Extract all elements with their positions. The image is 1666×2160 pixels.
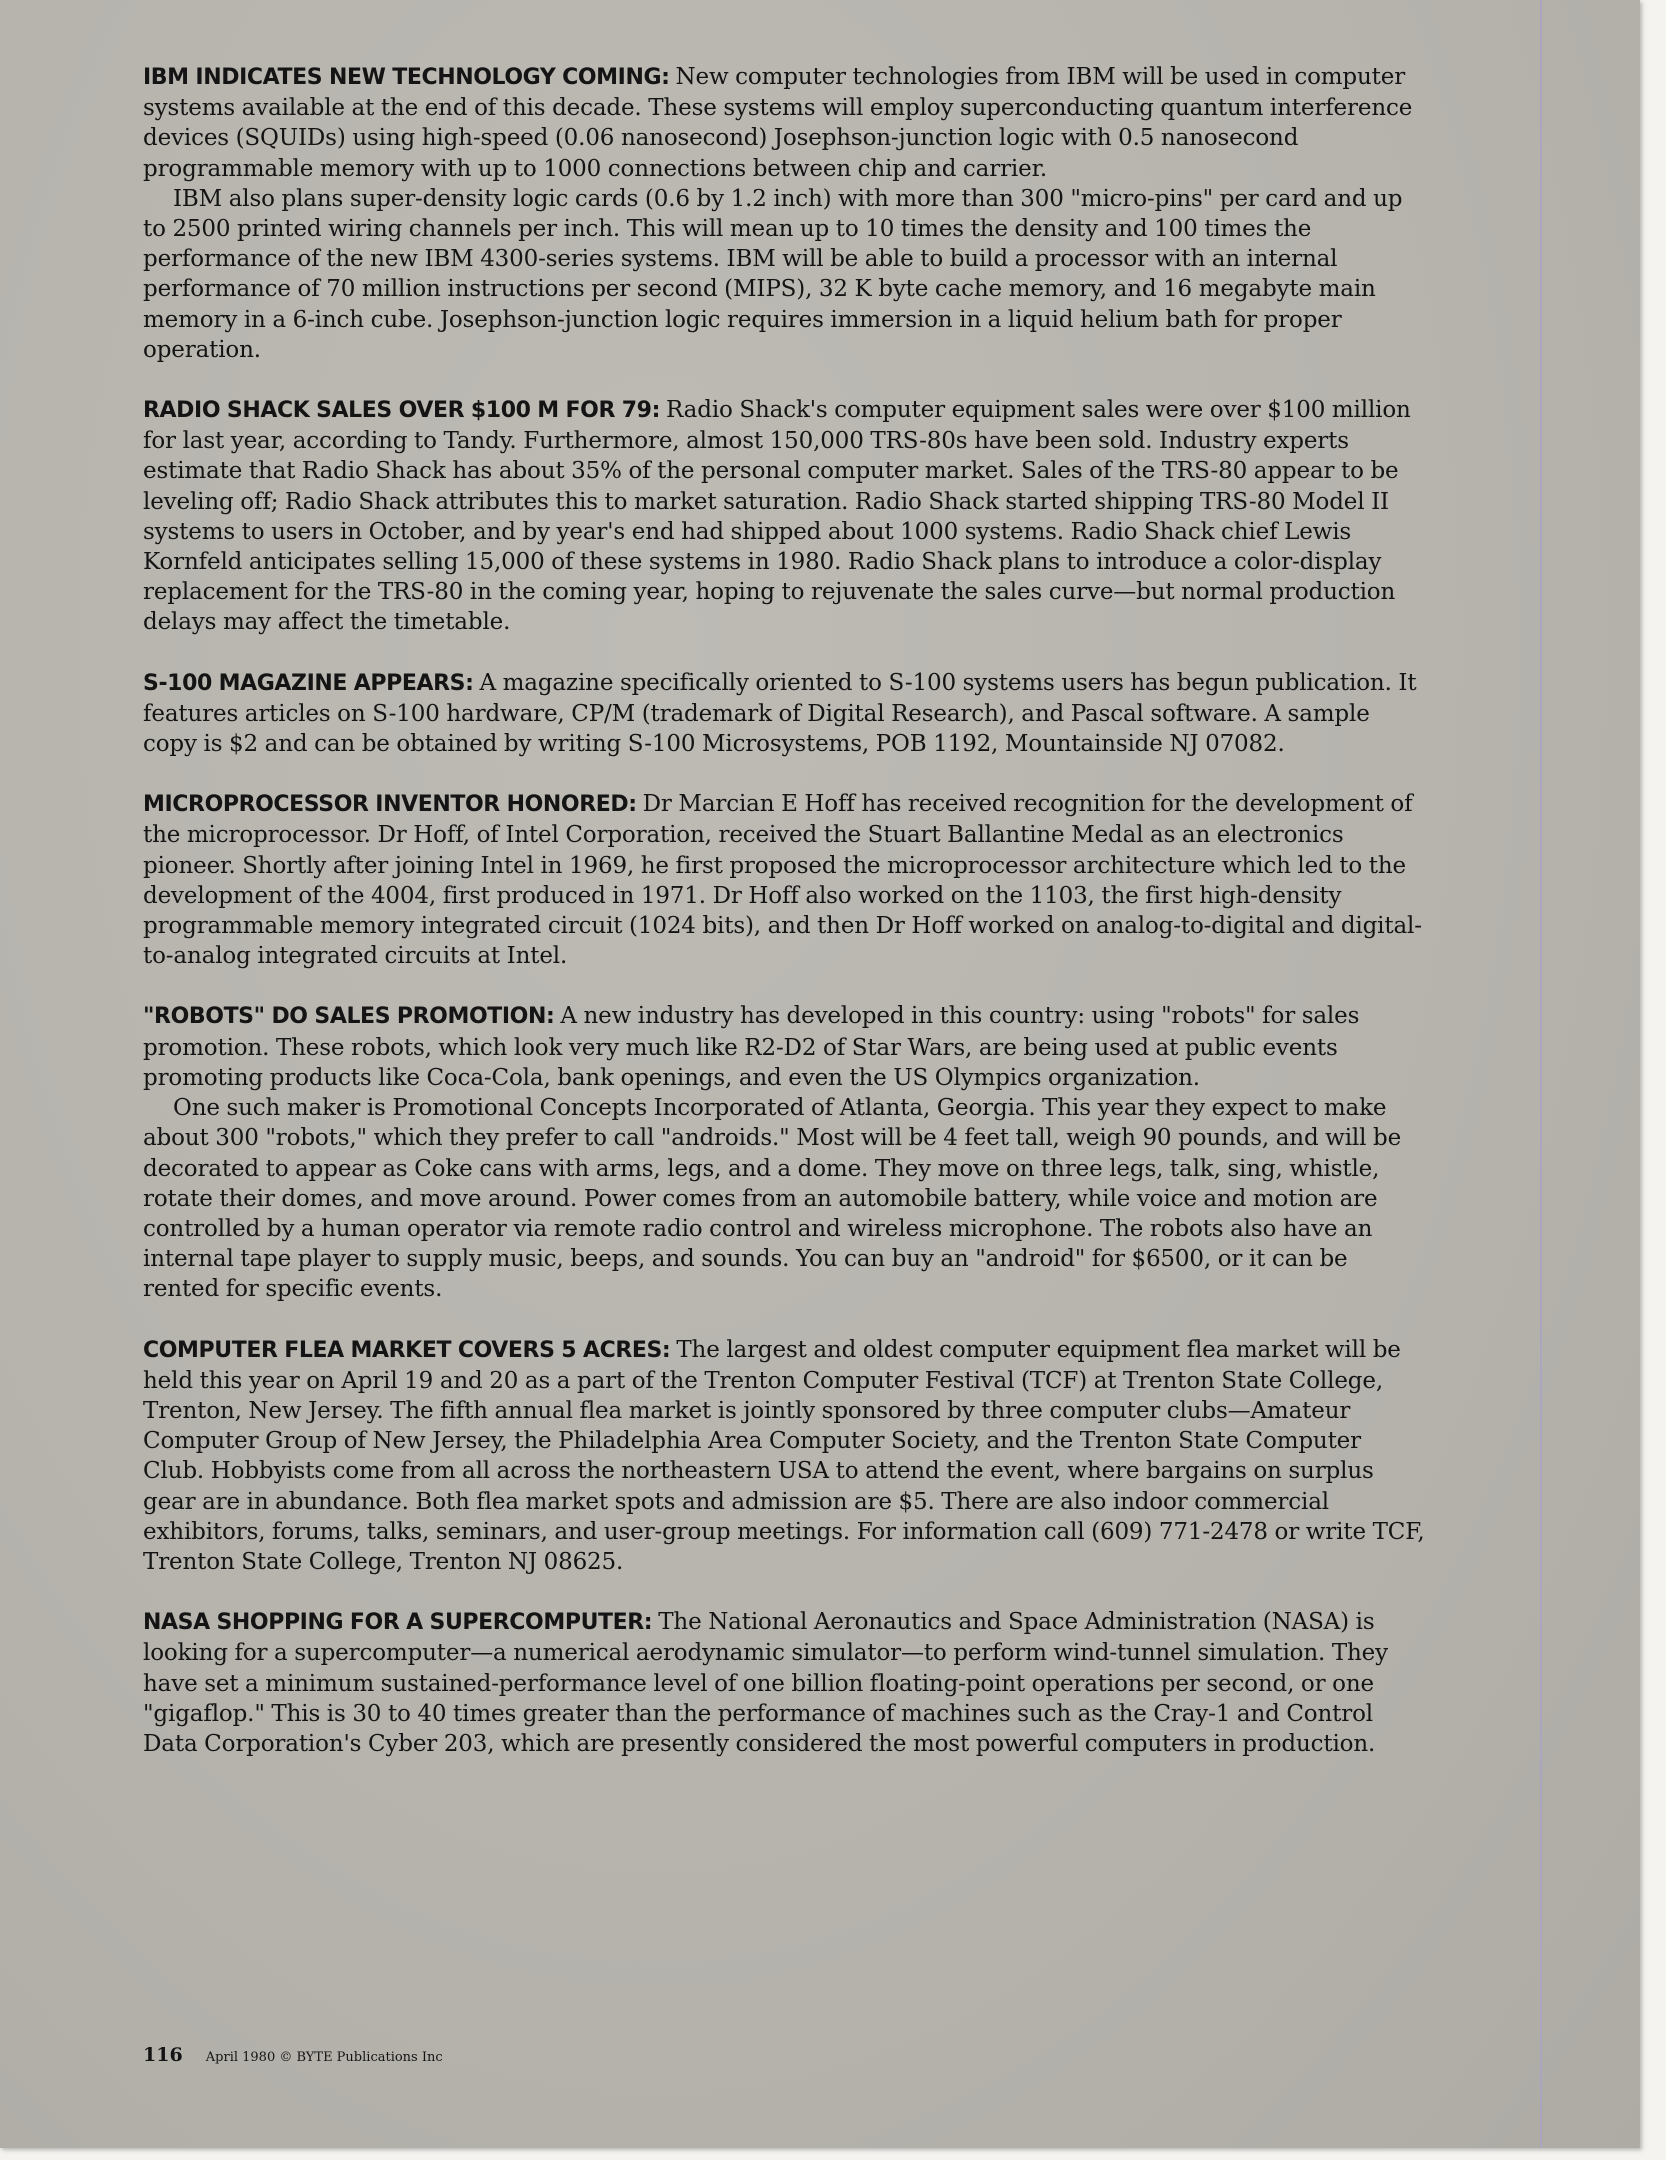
news-headline: COMPUTER FLEA MARKET COVERS 5 ACRES: <box>143 1337 671 1363</box>
news-headline: S-100 MAGAZINE APPEARS: <box>143 670 474 696</box>
news-body-text: A magazine specifically oriented to S-100 systems users has begun publication. It features articles on S-100 hardware, CP/M (trademark of Digital Research), and Pascal software. A sample copy is $2 and can be obtained by writing S-100 Microsystems, POB 1192, Mountainside NJ 07082. <box>143 669 1417 758</box>
news-headline: MICROPROCESSOR INVENTOR HONORED: <box>143 792 637 818</box>
publication-credit: April 1980 © BYTE Publications Inc <box>205 2050 443 2065</box>
news-paragraph <box>143 1001 1428 1093</box>
news-body-text: The National Aeronautics and Space Administration (NASA) is looking for a supercomputer—a numerical aerodynamic simulator—to perform wind-tunnel simulation. They have set a minimum sustained-performance level of one billion floating-point operations per second, or one "gigaflop." This is 30 to 40 times greater than the performance of machines such as the Cray-1 and Control Data Corporation's Cyber 203, which are presently considered the most powerful computers in production. <box>143 1609 1388 1757</box>
news-paragraph <box>143 1607 1428 1759</box>
news-body-text: A new industry has developed in this country: using "robots" for sales promotion. These robots, which look very much like R2-D2 of Star Wars, are being used at public events promoting products like Coca-Cola, bank openings, and even the US Olympics organization. <box>143 1003 1360 1091</box>
news-body-text: The largest and oldest computer equipment flea market will be held this year on April 19 and 20 as a part of the Trenton Computer Festival (TCF) at Trenton State College, Trenton, New Jersey. The fifth annual flea market is jointly sponsored by three computer clubs—Amateur Computer Group of New Jersey, the Philadelphia Area Computer Society, and the Trenton State Computer Club. Hobbyists come from all across the northeastern USA to attend the event, where bargains on surplus gear are in abundance. Both flea market spots and admission are $5. There are also indoor commercial exhibitors, forums, talks, seminars, and user-group meetings. For information call (609) 771-2478 or write TCF, Trenton State College, Trenton NJ 08625. <box>143 1336 1425 1575</box>
news-paragraph <box>143 395 1428 638</box>
news-item-flea-market <box>143 1335 1428 1578</box>
news-item-robots <box>143 1001 1428 1304</box>
news-headline: RADIO SHACK SALES OVER $100 M FOR 79: <box>143 398 660 424</box>
news-headline: NASA SHOPPING FOR A SUPERCOMPUTER: <box>143 1610 653 1636</box>
news-column <box>143 62 1428 1789</box>
news-body-text: New computer technologies from IBM will be used in computer systems available at the end of this decade. These systems will employ superconducting quantum interference devices (SQUIDs) using high-speed (0.06 nanosecond) Josephson-junction logic with 0.5 nanosecond programmable memory with up to 1000 connections between chip and carrier. <box>143 64 1413 182</box>
page-footer <box>143 2044 443 2066</box>
news-item-s100-magazine <box>143 668 1428 760</box>
news-body-text: Radio Shack's computer equipment sales were over $100 million for last year, according to Tandy. Furthermore, almost 150,000 TRS-80s have been sold. Industry experts estimate that Radio Shack has about 35% of the personal computer market. Sales of the TRS-80 appear to be leveling off; Radio Shack attributes this to market saturation. Radio Shack started shipping TRS-80 Model II systems to users in October, and by year's end had shipped about 1000 systems. Radio Shack chief Lewis Kornfeld anticipates selling 15,000 of these systems in 1980. Radio Shack plans to introduce a color-display replacement for the TRS-80 in the coming year, hoping to rejuvenate the sales curve—but normal production delays may affect the timetable. <box>143 397 1411 636</box>
news-paragraph: One such maker is Promotional Concepts Incorporated of Atlanta, Georgia. This year they expect to make about 300 "robots," which they prefer to call "androids." Most will be 4 feet tall, weigh 90 pounds, and will be decorated to appear as Coke cans with arms, legs, and a dome. They move on three legs, talk, sing, whistle, rotate their domes, and move around. Power comes from an automobile battery, while voice and motion are controlled by a human operator via remote radio control and wireless microphone. The robots also have an internal tape player to supply music, beeps, and sounds. You can buy an "android" for $6500, or it can be rented for specific events. <box>143 1095 1402 1303</box>
news-item-nasa <box>143 1607 1428 1759</box>
news-paragraph <box>143 1335 1428 1578</box>
news-paragraph <box>143 62 1428 184</box>
news-item-ibm <box>143 62 1428 365</box>
news-item-microprocessor-inventor <box>143 789 1428 971</box>
news-headline: "ROBOTS" DO SALES PROMOTION: <box>143 1004 555 1030</box>
news-item-radio-shack <box>143 395 1428 638</box>
news-paragraph <box>143 789 1428 971</box>
page-number: 116 <box>143 2044 183 2066</box>
news-headline: IBM INDICATES NEW TECHNOLOGY COMING: <box>143 65 670 90</box>
news-body-text: Dr Marcian E Hoff has received recognition for the development of the microprocessor. Dr Hoff, of Intel Corporation, received the Stuart Ballantine Medal as an electronics pioneer. Shortly after joining Intel in 1969, he first proposed the microprocessor architecture which led to the development of the 4004, first produced in 1971. Dr Hoff also worked on the 1103, the first high-density programmable memory integrated circuit (1024 bits), and then Dr Hoff worked on analog-to-digital and digital-to-analog integrated circuits at Intel. <box>143 791 1422 970</box>
news-paragraph <box>143 668 1428 760</box>
margin-rule <box>1540 0 1542 2148</box>
news-paragraph: IBM also plans super-density logic cards (0.6 by 1.2 inch) with more than 300 "micro-pins" per card and up to 2500 printed wiring channels per inch. This will mean up to 10 times the density and 100 times the performance of the new IBM 4300-series systems. IBM will be able to build a processor with an internal performance of 70 million instructions per second (MIPS), 32 K byte cache memory, and 16 megabyte main memory in a 6-inch cube. Josephson-junction logic requires immersion in a liquid helium bath for proper operation. <box>143 185 1403 363</box>
